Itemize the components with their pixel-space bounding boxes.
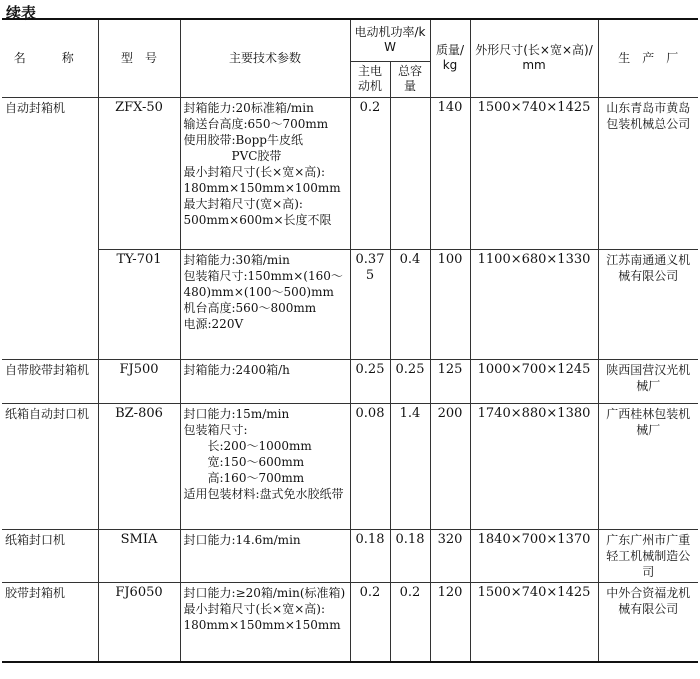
cell-params (180, 359, 350, 403)
param-line: 封箱能力:20标准箱/min (183, 100, 314, 115)
cell-total-power: 0.25 (390, 359, 430, 403)
cell-main-power: 0.18 (350, 529, 390, 582)
cell-manufacturer: 山东青岛市黄岛包装机械总公司 (598, 97, 698, 249)
param-line: 最小封箱尺寸(长×宽×高): (183, 164, 326, 179)
param-line: 输送台高度:650～700mm (183, 116, 329, 131)
cell-dimensions: 1740×880×1380 (470, 403, 598, 529)
table-row (2, 249, 698, 359)
cell-manufacturer: 广西桂林包装机械厂 (598, 403, 698, 529)
cell-model: ZFX-50 (98, 97, 180, 249)
cell-main-power: 0.25 (350, 359, 390, 403)
cell-params (180, 529, 350, 582)
cell-name: 纸箱自动封口机 (2, 403, 98, 529)
param-line: 宽:150～600mm (183, 454, 305, 469)
cell-total-power: 0.18 (390, 529, 430, 582)
table-row (2, 582, 698, 662)
param-line: 电源:220V (183, 316, 244, 331)
cell-dimensions: 1500×740×1425 (470, 97, 598, 249)
cell-params (180, 249, 350, 359)
param-line: 封口能力:14.6m/min (183, 532, 301, 547)
cell-dimensions: 1100×680×1330 (470, 249, 598, 359)
param-line: 最小封箱尺寸(长×宽×高): (183, 601, 326, 616)
param-line: 封箱能力:2400箱/h (183, 362, 290, 377)
cell-params (180, 97, 350, 249)
table-row (2, 403, 698, 529)
header-power: 电动机功率/kW (350, 19, 430, 61)
cell-total-power: 0.4 (390, 249, 430, 359)
cell-name: 自动封箱机 (2, 97, 98, 359)
cell-mass: 140 (430, 97, 470, 249)
param-line: 最大封箱尺寸(宽×高): (183, 196, 303, 211)
cell-manufacturer: 陕西国营汉光机械厂 (598, 359, 698, 403)
header-params: 主要技术参数 (180, 19, 350, 97)
param-line: 机台高度:560～800mm (183, 300, 317, 315)
equipment-spec-table (2, 18, 698, 663)
cell-main-power: 0.2 (350, 582, 390, 662)
param-line: 180mm×150mm×150mm (183, 617, 341, 632)
cell-manufacturer: 江苏南通通义机械有限公司 (598, 249, 698, 359)
header-name: 名 称 (2, 19, 98, 97)
header-total-capacity: 总容量 (390, 61, 430, 97)
cell-main-power: 0.375 (350, 249, 390, 359)
cell-total-power: 1.4 (390, 403, 430, 529)
cell-params (180, 403, 350, 529)
header-dimensions: 外形尺寸(长×宽×高)/mm (470, 19, 598, 97)
param-line: 500mm×600m×长度不限 (183, 212, 332, 227)
param-line: 包装箱尺寸:150mm×(160～480)mm×(100～500)mm (183, 268, 343, 299)
param-line: 长:200～1000mm (183, 438, 312, 453)
header-manufacturer: 生 产 厂 (598, 19, 698, 97)
cell-model: BZ-806 (98, 403, 180, 529)
cell-mass: 120 (430, 582, 470, 662)
table-row (2, 359, 698, 403)
cell-model: SMIA (98, 529, 180, 582)
cell-name: 自带胶带封箱机 (2, 359, 98, 403)
cell-main-power: 0.2 (350, 97, 390, 249)
cell-mass: 320 (430, 529, 470, 582)
table-caption: 续表 (6, 4, 37, 22)
cell-dimensions: 1500×740×1425 (470, 582, 598, 662)
header-main-motor: 主电动机 (350, 61, 390, 97)
table-row (2, 529, 698, 582)
cell-mass: 200 (430, 403, 470, 529)
cell-manufacturer: 广东广州市广重轻工机械制造公司 (598, 529, 698, 582)
param-line: 封口能力:15m/min (183, 406, 290, 421)
header-model: 型 号 (98, 19, 180, 97)
param-line: 使用胶带:Bopp牛皮纸 (183, 132, 303, 147)
cell-main-power: 0.08 (350, 403, 390, 529)
cell-mass: 100 (430, 249, 470, 359)
cell-dimensions: 1840×700×1370 (470, 529, 598, 582)
cell-name: 纸箱封口机 (2, 529, 98, 582)
param-line: 180mm×150mm×100mm (183, 180, 341, 195)
cell-model: TY-701 (98, 249, 180, 359)
param-line: PVC胶带 (183, 148, 282, 163)
cell-dimensions: 1000×700×1245 (470, 359, 598, 403)
table-row (2, 97, 698, 249)
param-line: 适用包装材料:盘式免水胶纸带 (183, 486, 344, 501)
param-line: 包装箱尺寸: (183, 422, 248, 437)
cell-total-power: 0.2 (390, 582, 430, 662)
cell-name: 胶带封箱机 (2, 582, 98, 662)
param-line: 高:160～700mm (183, 470, 305, 485)
param-line: 封口能力:≥20箱/min(标准箱) (183, 585, 346, 600)
cell-mass: 125 (430, 359, 470, 403)
cell-total-power (390, 97, 430, 249)
cell-model: FJ6050 (98, 582, 180, 662)
cell-manufacturer: 中外合资福龙机械有限公司 (598, 582, 698, 662)
cell-params (180, 582, 350, 662)
cell-model: FJ500 (98, 359, 180, 403)
header-mass: 质量/kg (430, 19, 470, 97)
param-line: 封箱能力:30箱/min (183, 252, 290, 267)
